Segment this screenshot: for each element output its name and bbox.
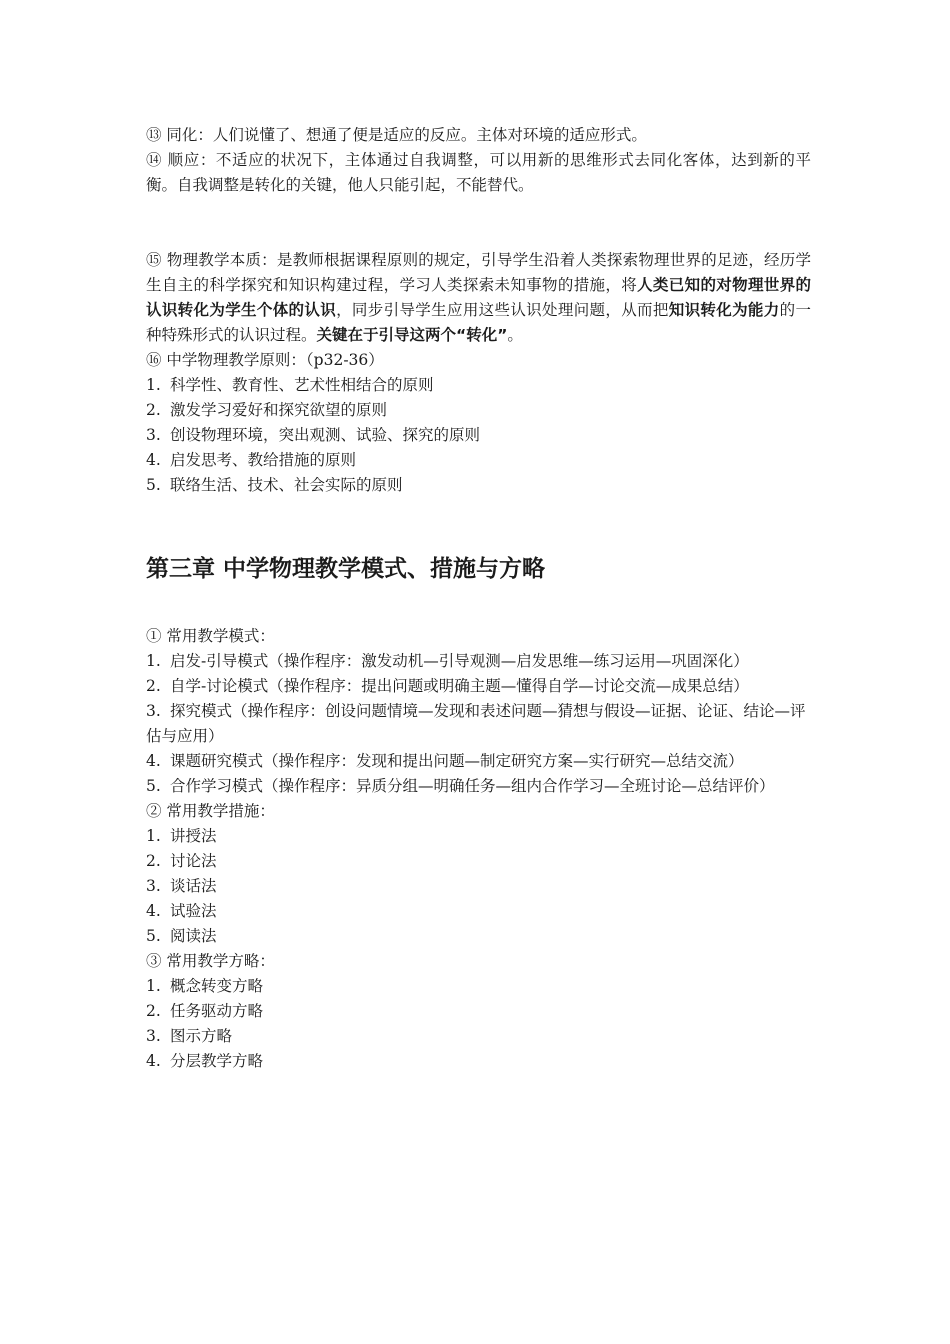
list-item: 1. 讲授法 bbox=[146, 827, 217, 845]
list-item: 5. 联络生活、技术、社会实际的原则 bbox=[146, 476, 403, 494]
list-item: 2. 激发学习爱好和探究欲望的原则 bbox=[146, 401, 388, 419]
list-item: 4. 课题研究模式（操作程序：发现和提出问题—制定研究方案—实行研究—总结交流） bbox=[146, 752, 744, 770]
methods-list bbox=[146, 824, 811, 949]
list-item: 3. 探究模式（操作程序：创设问题情境—发现和表述问题—猜想与假设—证据、论证、结论—评估与应用） bbox=[146, 702, 806, 745]
spacer bbox=[146, 584, 811, 624]
list-item: 1. 科学性、教育性、艺术性相结合的原则 bbox=[146, 376, 434, 394]
chapter-title: 第三章 中学物理教学模式、措施与方略 bbox=[146, 556, 546, 582]
list-item: 1. 概念转变方略 bbox=[146, 977, 264, 995]
list-item: 5. 阅读法 bbox=[146, 927, 217, 945]
principles-list bbox=[146, 373, 811, 498]
strategies-list bbox=[146, 974, 811, 1074]
methods-heading: ② 常用教学措施： bbox=[146, 802, 275, 820]
paragraph-accommodation: ⑭ 顺应：不适应的状况下，主体通过自我调整，可以用新的思维形式去同化客体，达到新的平衡。自我调整是转化的关键，他人只能引起，不能替代。 bbox=[146, 151, 811, 194]
list-item: 1. 启发-引导模式（操作程序：激发动机—引导观测—启发思维—练习运用—巩固深化） bbox=[146, 652, 749, 670]
spacer bbox=[146, 198, 811, 248]
spacer bbox=[146, 498, 811, 554]
paragraph-teaching-principles: ⑯ 中学物理教学原则：（p32-36） bbox=[146, 351, 384, 369]
list-item: 3. 创设物理环境，突出观测、试验、探究的原则 bbox=[146, 426, 481, 444]
list-item: 3. 谈话法 bbox=[146, 877, 217, 895]
strategies-heading: ③ 常用教学方略： bbox=[146, 952, 275, 970]
document-page bbox=[146, 123, 811, 1074]
paragraph-assimilation: ⑬ 同化：人们说懂了、想通了便是适应的反应。主体对环境的适应形式。 bbox=[146, 126, 647, 144]
modes-heading: ① 常用教学模式： bbox=[146, 627, 275, 645]
list-item: 4. 启发思考、教给措施的原则 bbox=[146, 451, 357, 469]
list-item: 2. 自学-讨论模式（操作程序：提出问题或明确主题—懂得自学—讨论交流—成果总结） bbox=[146, 677, 749, 695]
list-item: 4. 分层教学方略 bbox=[146, 1052, 264, 1070]
list-item: 4. 试验法 bbox=[146, 902, 217, 920]
list-item: 2. 讨论法 bbox=[146, 852, 217, 870]
list-item: 5. 合作学习模式（操作程序：异质分组—明确任务—组内合作学习—全班讨论—总结评价） bbox=[146, 777, 775, 795]
list-item: 3. 图示方略 bbox=[146, 1027, 233, 1045]
list-item: 2. 任务驱动方略 bbox=[146, 1002, 264, 1020]
paragraph-teaching-essence: ⑮ 物理教学本质：是教师根据课程原则的规定，引导学生沿着人类探索物理世界的足迹，经历学生自主的科学探究和知识构建过程，学习人类探索未知事物的措施，将人类已知的对物理世界的认识转化为学生个体的认识，同步引导学生应用这些认识处理问题，从而把知识转化为能力的一种特殊形式的认识过程。关键在于引导这两个“转化”。 bbox=[146, 251, 811, 344]
modes-list bbox=[146, 649, 811, 799]
